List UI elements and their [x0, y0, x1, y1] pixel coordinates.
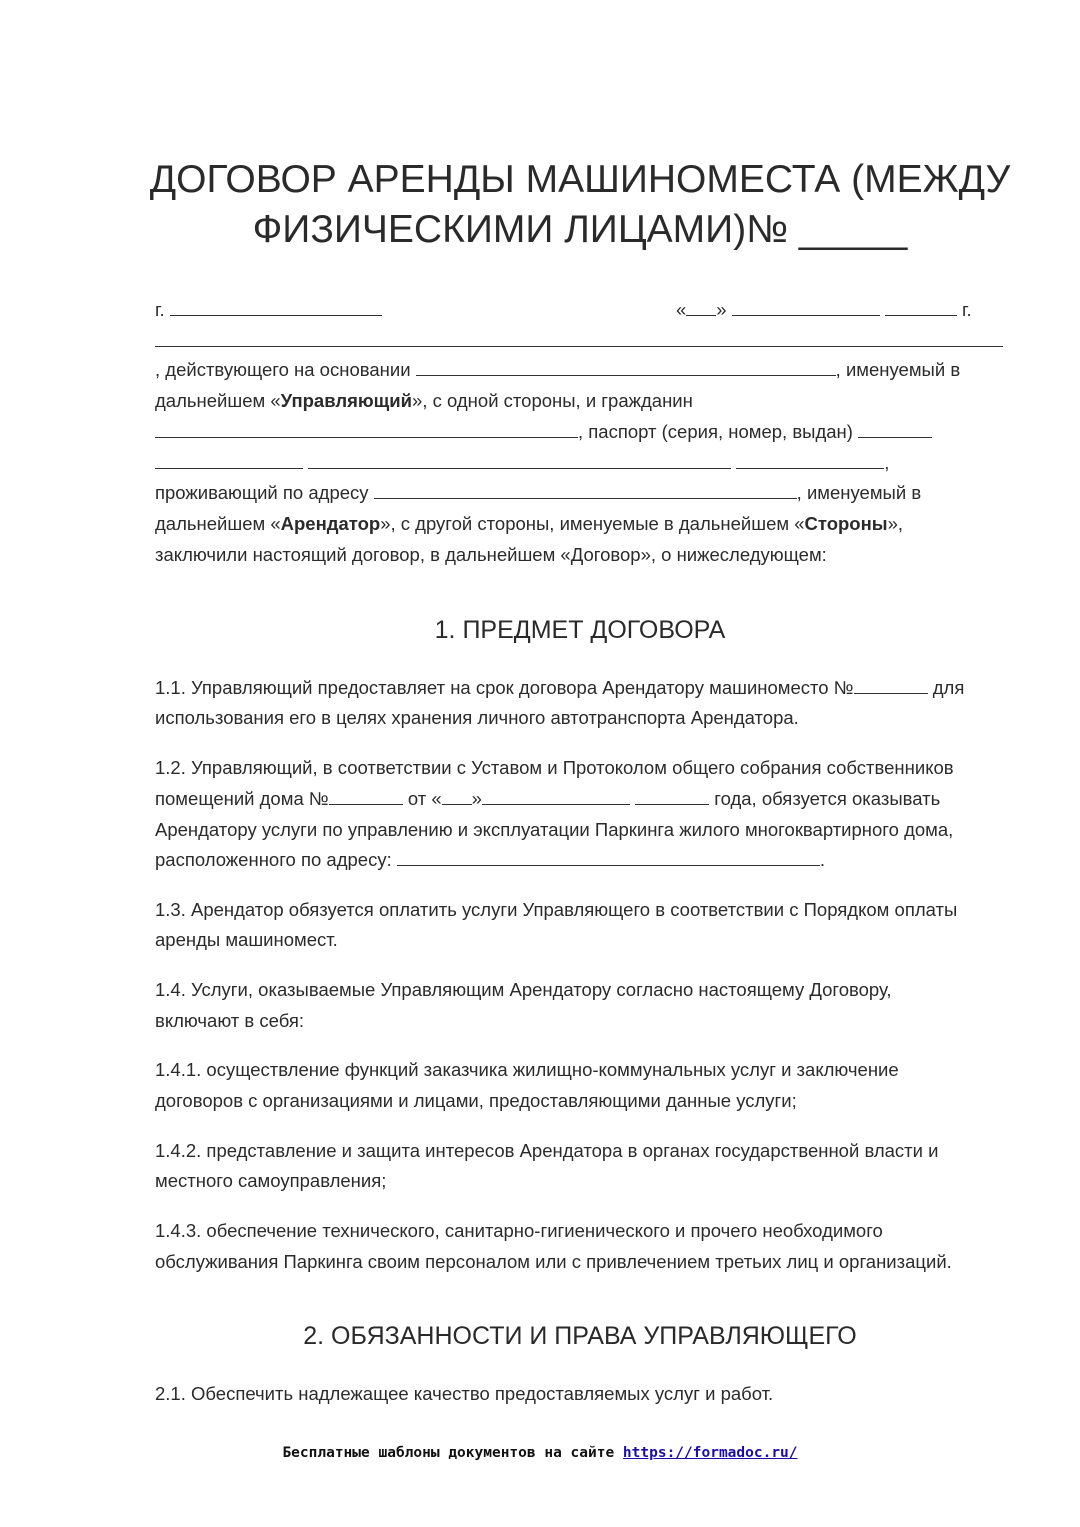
preamble-text: , действующего на основании — [155, 359, 411, 380]
clause-1-2-line-2 — [155, 784, 995, 814]
preamble-text: , — [884, 452, 890, 473]
clause-text: . — [819, 849, 825, 870]
passport-blank-4 — [736, 450, 884, 469]
date-quote-open: « — [676, 299, 687, 320]
citizen-name-blank — [155, 419, 578, 438]
preamble-text: », с другой стороны, именуемые в дальнейшем « — [380, 513, 805, 534]
preamble-text: , именуемый в — [835, 359, 961, 380]
full-blank-line — [155, 346, 1003, 347]
preamble-text: , паспорт (серия, номер, выдан) — [578, 421, 853, 442]
preamble-line-7: заключили настоящий договор, в дальнейшем «Договор», о нижеследующем: — [155, 544, 827, 565]
protocol-month-blank — [482, 786, 630, 805]
city-prefix: г. — [155, 299, 165, 320]
parties-term: Стороны — [804, 513, 888, 534]
clause-1-2-line-1: 1.2. Управляющий, в соответствии с Уставом и Протоколом общего собрания собственников — [155, 757, 954, 778]
parking-address-blank — [397, 847, 820, 866]
parking-number-blank — [854, 675, 928, 694]
preamble-text: дальнейшем « — [155, 390, 281, 411]
title-line-2: ФИЗИЧЕСКИМИ ЛИЦАМИ)№ _____ — [252, 208, 908, 251]
city-blank — [170, 297, 382, 316]
clause-text: 1.1. Управляющий предоставляет на срок договора Арендатору машиноместо № — [155, 677, 854, 698]
passport-blank-1 — [858, 419, 932, 438]
clause-text: от « — [407, 788, 442, 809]
clause-1-3-line-1: 1.3. Арендатор обязуется оплатить услуги Управляющего в соответствии с Порядком оплаты — [155, 899, 958, 920]
protocol-day-blank — [442, 786, 472, 805]
preamble-text: , именуемый в — [796, 482, 922, 503]
clause-1-4-3-line-2: обслуживания Паркинга своим персоналом или с привлечением третьих лиц и организаций. — [155, 1251, 952, 1272]
clause-1-4-line-1: 1.4. Услуги, оказываемые Управляющим Арендатору согласно настоящему Договору, — [155, 979, 892, 1000]
manager-term: Управляющий — [280, 390, 413, 411]
title-line-1: ДОГОВОР АРЕНДЫ МАШИНОМЕСТА (МЕЖДУ — [149, 158, 1011, 201]
preamble-line-5 — [155, 478, 995, 508]
preamble-text: », — [887, 513, 904, 534]
document-title — [130, 155, 1030, 255]
clause-text: расположенного по адресу: — [155, 849, 392, 870]
clause-text: года, обязуется оказывать — [714, 788, 941, 809]
clause-1-4-1-line-2: договоров с организациями и лицами, предоставляющими данные услуги; — [155, 1090, 797, 1111]
year-blank — [885, 297, 957, 316]
protocol-year-blank — [635, 786, 709, 805]
house-number-blank — [329, 786, 403, 805]
clause-1-1-line-1 — [155, 673, 995, 703]
clause-2-1: 2.1. Обеспечить надлежащее качество предоставляемых услуг и работ. — [155, 1383, 774, 1404]
footer-link[interactable]: https://formadoc.ru/ — [622, 1445, 798, 1461]
section-2-heading: 2. ОБЯЗАННОСТИ И ПРАВА УПРАВЛЯЮЩЕГО — [303, 1322, 857, 1350]
clause-1-4-2-line-2: местного самоуправления; — [155, 1170, 387, 1191]
date-quote-close: » — [716, 299, 727, 320]
clause-1-4-3-line-1: 1.4.3. обеспечение технического, санитарно-гигиенического и прочего необходимого — [155, 1220, 883, 1241]
year-suffix: г. — [962, 299, 972, 320]
clause-1-4-line-2: включают в себя: — [155, 1010, 305, 1031]
preamble-line-2 — [155, 386, 995, 416]
clause-1-2-line-3: Арендатору услуги по управлению и эксплуатации Паркинга жилого многоквартирного дома, — [155, 819, 954, 840]
day-blank — [686, 297, 716, 316]
preamble-text: дальнейшем « — [155, 513, 281, 534]
preamble-line-1 — [155, 355, 995, 385]
preamble-text: », с одной стороны, и гражданин — [412, 390, 693, 411]
preamble-text: проживающий по адресу — [155, 482, 369, 503]
passport-blank-3 — [308, 450, 731, 469]
section-1-heading: 1. ПРЕДМЕТ ДОГОВОРА — [434, 616, 726, 644]
clause-1-4-1-line-1: 1.4.1. осуществление функций заказчика жилищно-коммунальных услуг и заключение — [155, 1059, 899, 1080]
month-blank — [732, 297, 880, 316]
clause-text: » — [471, 788, 482, 809]
preamble-line-6 — [155, 509, 995, 539]
footer-text: Бесплатные шаблоны документов на сайте — [282, 1445, 615, 1461]
clause-1-2-line-4 — [155, 845, 995, 875]
preamble-line-4 — [155, 448, 995, 478]
footer — [0, 1445, 1080, 1461]
clause-1-1-line-2: использования его в целях хранения личного автотранспорта Арендатора. — [155, 707, 799, 728]
address-blank — [374, 480, 797, 499]
date-fields — [676, 295, 1006, 325]
preamble-line-3 — [155, 417, 995, 447]
passport-blank-2 — [155, 450, 303, 469]
basis-blank — [416, 357, 836, 376]
clause-1-3-line-2: аренды машиномест. — [155, 929, 338, 950]
clause-1-4-2-line-1: 1.4.2. представление и защита интересов Арендатора в органах государственной власти и — [155, 1140, 939, 1161]
clause-text: для — [932, 677, 965, 698]
tenant-term: Арендатор — [280, 513, 381, 534]
clause-text: помещений дома № — [155, 788, 329, 809]
